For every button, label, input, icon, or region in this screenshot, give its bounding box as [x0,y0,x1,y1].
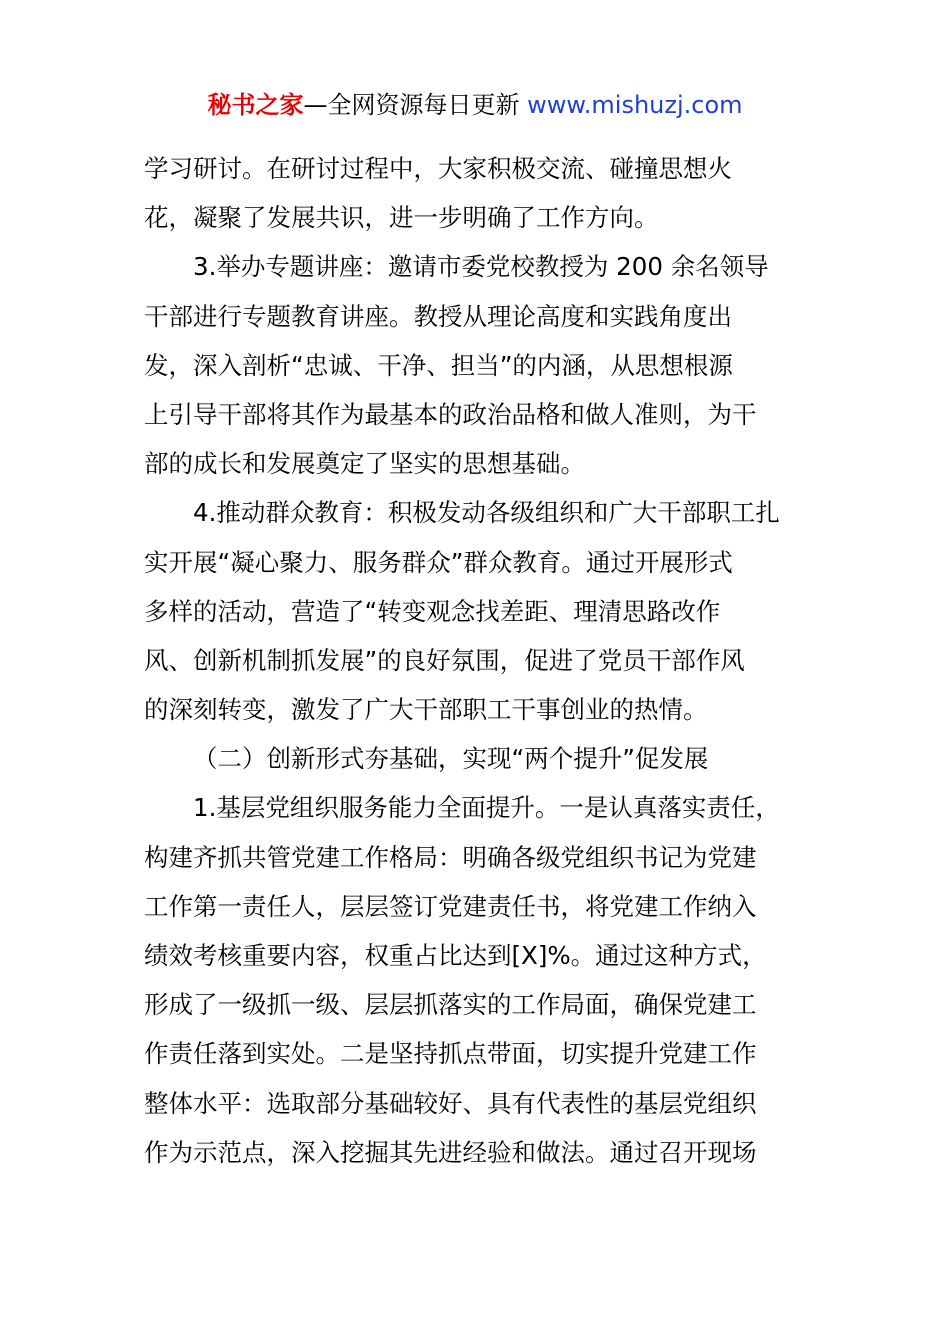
text-line: 作责任落到实处。二是坚持抓点带面，切实提升党建工作 [144,1039,757,1069]
text-line: 发，深入剖析“忠诚、干净、担当”的内涵，从思想根源 [144,350,733,380]
text-line: 部的成长和发展奠定了坚实的思想基础。 [144,449,585,479]
document-body [144,144,808,1177]
header-tagline: —全网资源每日更新 [303,91,528,119]
text-line: 工作第一责任人，层层签订党建责任书，将党建工作纳入 [144,891,757,921]
text-line: 多样的活动，营造了“转变观念找差距、理清思路改作 [144,596,721,626]
text-line: 学习研讨。在研讨过程中，大家积极交流、碰撞思想火 [144,154,732,183]
text-line: 形成了一级抓一级、层层抓落实的工作局面，确保党建工 [144,990,757,1020]
text-line: 风、创新机制抓发展”的良好氛围，促进了党员干部作风 [144,645,745,675]
text-line: 的深刻转变，激发了广大干部职工干事创业的热情。 [144,695,708,725]
site-url-link[interactable]: www.mishuzj.com [527,91,743,119]
text-line: 干部进行专题教育讲座。教授从理论高度和实践角度出 [144,301,732,331]
text-line: 4.推动群众教育：积极发动各级组织和广大干部职工扎 [193,498,780,528]
site-header [0,86,950,124]
text-line: 上引导干部将其作为最基本的政治品格和做人准则，为干 [144,399,757,429]
text-line: 3.举办专题讲座：邀请市委党校教授为 200 余名领导 [193,252,769,282]
brand-name: 秘书之家 [207,91,304,119]
text-line: 实开展“凝心聚力、服务群众”群众教育。通过开展形式 [144,547,733,577]
section-heading: （二）创新形式夯基础，实现“两个提升”促发展 [193,744,709,774]
text-line: 整体水平：选取部分基础较好、具有代表性的基层党组织 [144,1088,757,1118]
text-line: 花，凝聚了发展共识，进一步明确了工作方向。 [144,203,659,233]
text-line: 1.基层党组织服务能力全面提升。一是认真落实责任， [193,793,780,823]
text-line: 作为示范点，深入挖掘其先进经验和做法。通过召开现场 [144,1137,757,1167]
text-line: 绩效考核重要内容，权重占比达到[X]%。通过这种方式， [144,941,767,970]
text-line: 构建齐抓共管党建工作格局：明确各级党组织书记为党建 [144,842,757,872]
